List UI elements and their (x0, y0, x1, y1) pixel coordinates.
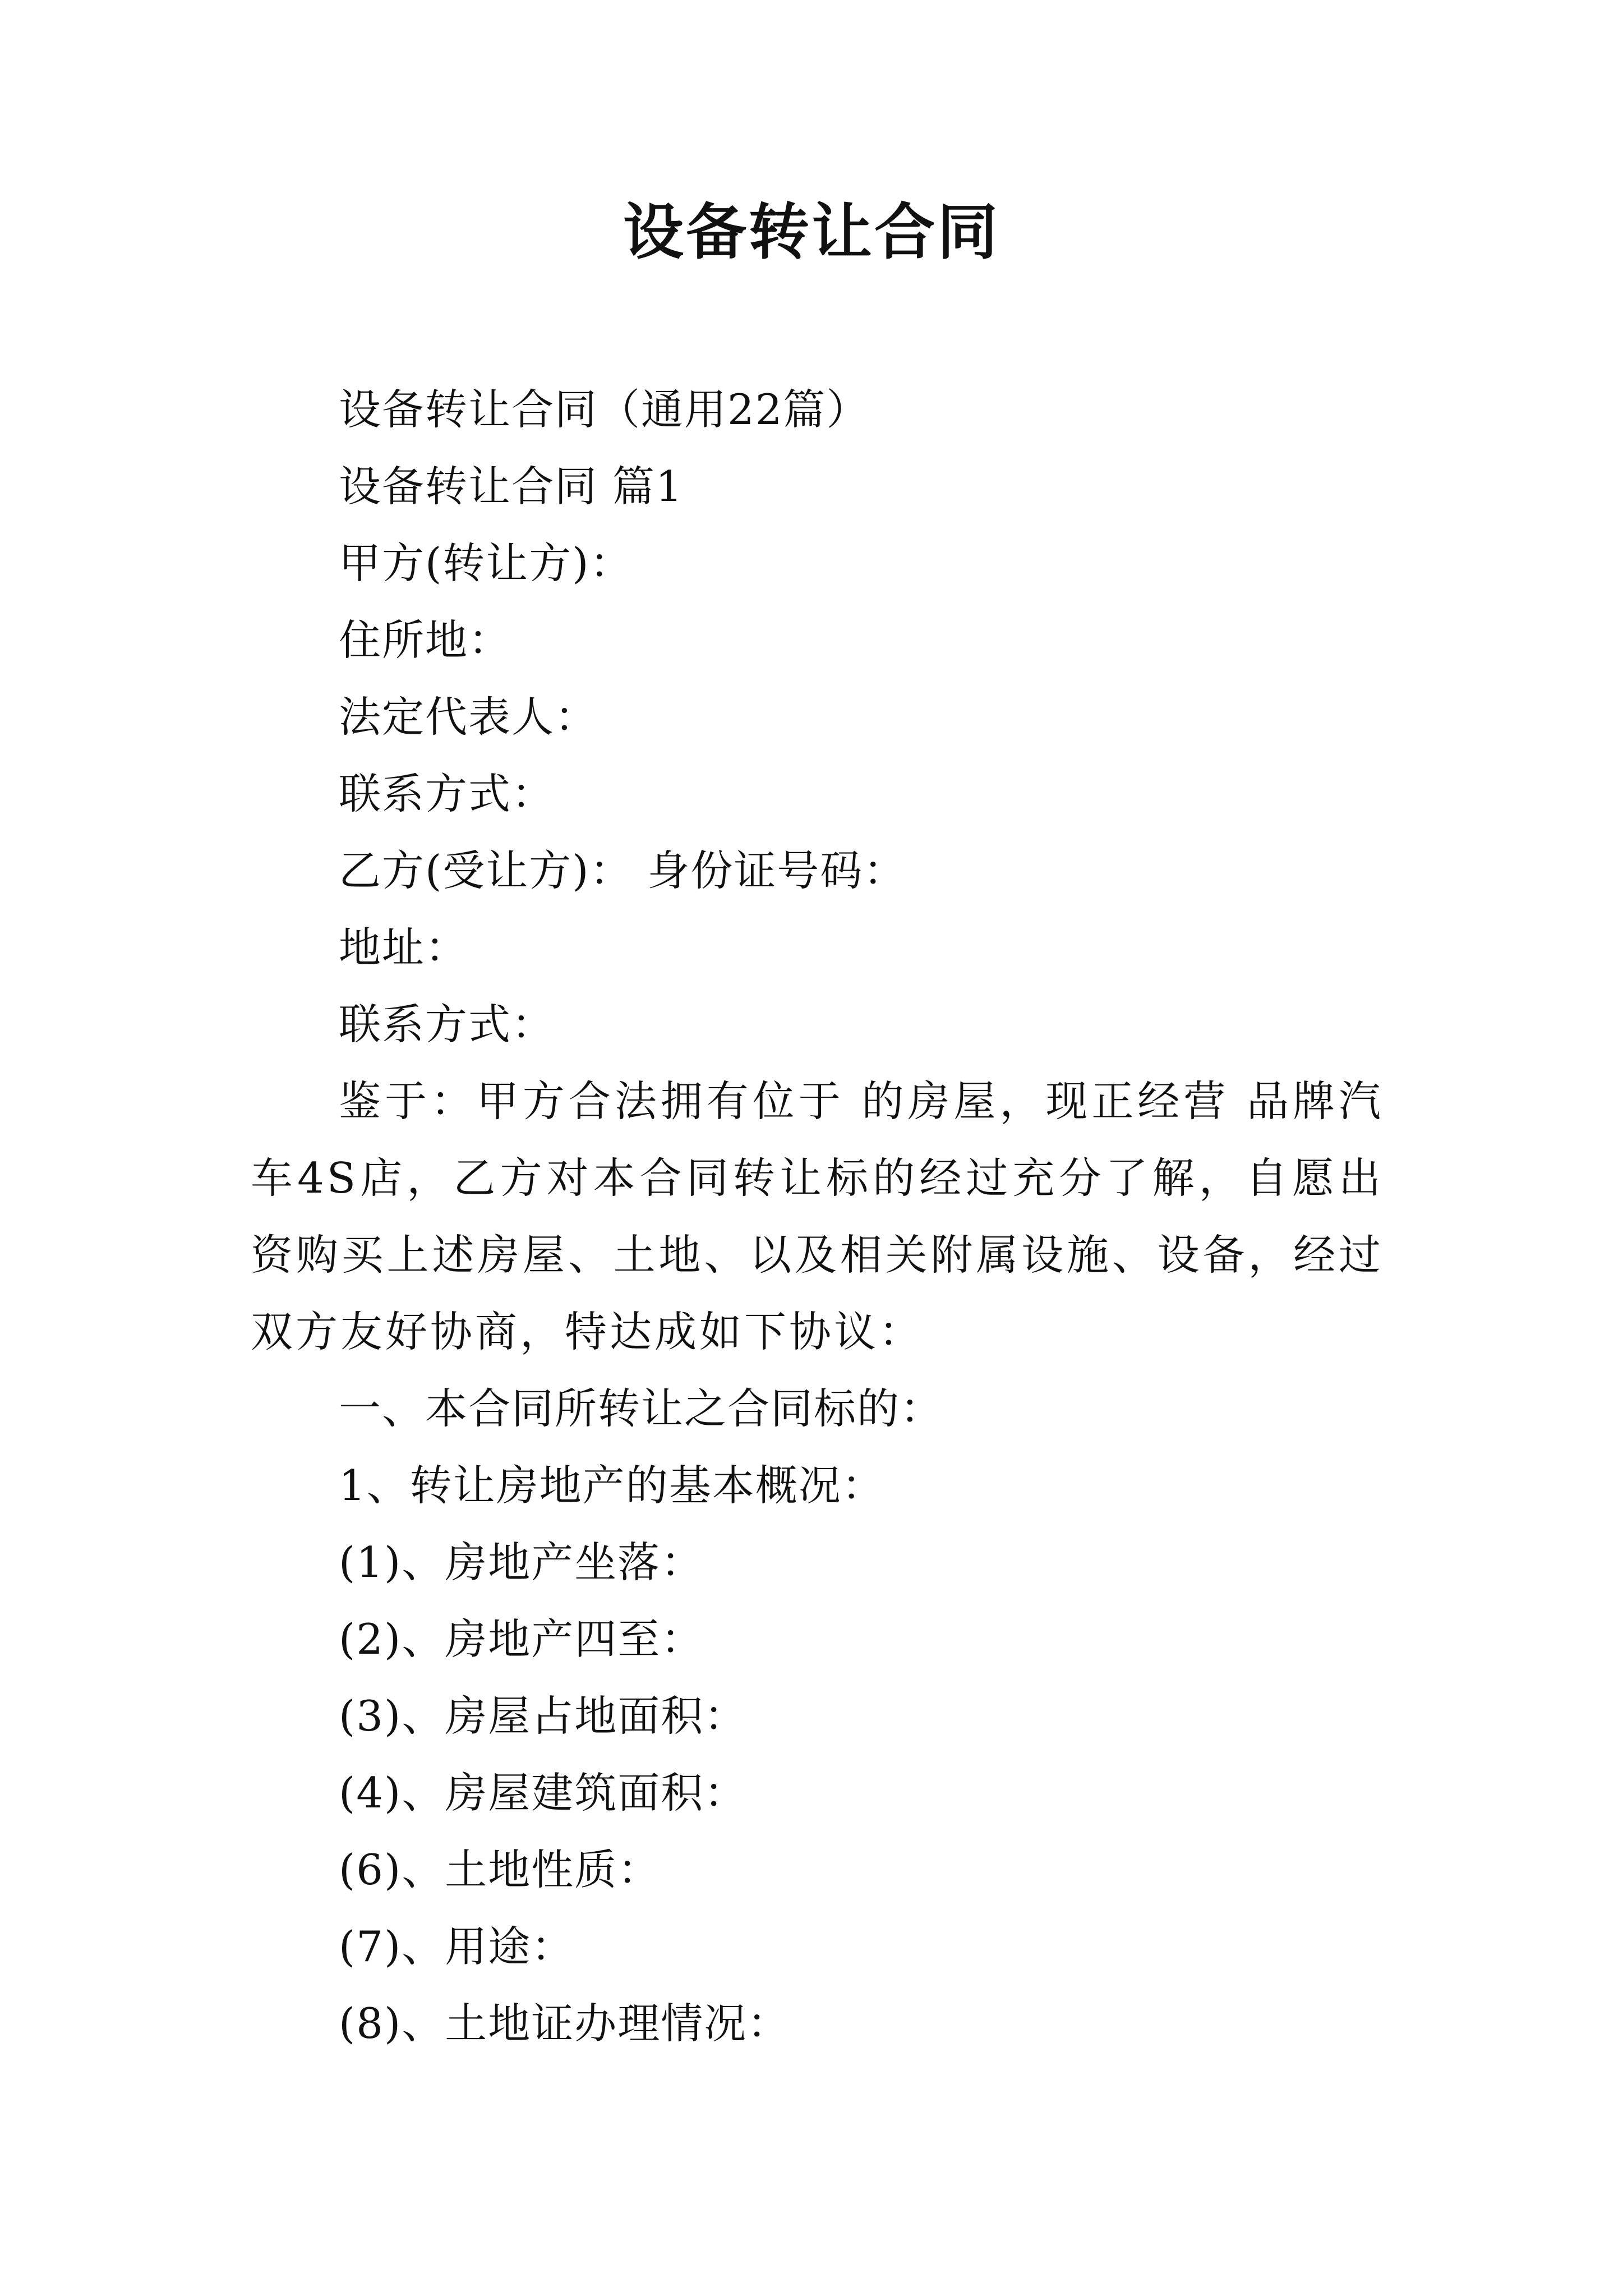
clause-item: (8)、土地证办理情况： (339, 1999, 791, 2048)
clause-item: (2)、房地产四至： (339, 1614, 704, 1664)
party-b-label: 乙方(受让方)： 身份证号码： (339, 846, 907, 895)
party-b-address-label: 地址： (339, 923, 469, 972)
party-a-address-label: 住所地： (339, 615, 512, 665)
party-b-contact-label: 联系方式： (339, 1000, 555, 1049)
legal-representative-label: 法定代表人： (339, 692, 598, 742)
clause-item: 1、转让房地产的基本概况： (339, 1461, 885, 1510)
clause-item: (6)、土地性质： (339, 1845, 661, 1894)
clause-item: (4)、房屋建筑面积： (339, 1768, 748, 1818)
party-a-label: 甲方(转让方)： (339, 539, 633, 588)
document-subtitle: 设备转让合同（通用22篇） (339, 385, 870, 434)
clause-item: (7)、用途： (339, 1922, 575, 1971)
party-a-contact-label: 联系方式： (339, 769, 555, 818)
clause-heading: 一、本合同所转让之合同标的： (339, 1384, 944, 1433)
document-body (251, 371, 1384, 2062)
document-title: 设备转让合同 (623, 197, 1000, 268)
recital-paragraph: 鉴于：甲方合法拥有位于 的房屋，现正经营 品牌汽车4S店，乙方对本合同转让标的经过充分了解，自愿出资购买上述房屋、土地、以及相关附属设施、设备，经过双方友好协商，特达成如下协议： (251, 1076, 1384, 1356)
clause-item: (3)、房屋占地面积： (339, 1691, 748, 1741)
section-heading: 设备转让合同 篇1 (339, 462, 684, 511)
clause-item: (1)、房地产坐落： (339, 1538, 704, 1587)
